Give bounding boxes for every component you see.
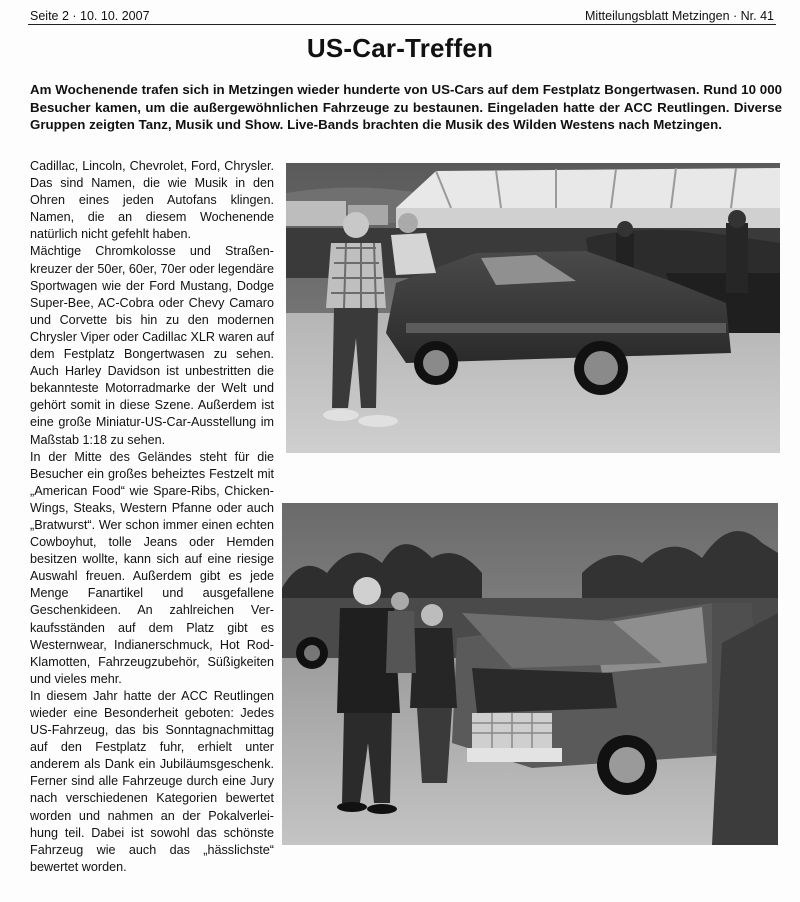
page-date: Seite 2 · 10. 10. 2007 (30, 9, 150, 23)
article-body (30, 158, 274, 876)
photo-mustang-tent (286, 163, 780, 453)
body-paragraph: In der Mitte des Geländes steht für die Besucher ein großes beheiztes Festzelt mit „American Food“ wie Spare-Ribs, Chicken-Wings, Steaks, Western Pfanne oder auch „Bratwurst“. Wer schon immer einen echten Cowboyhut, tolle Jeans oder Hemden besitzen wollte, kann sich auf eine riesige Auswahl freuen. Außerdem gibt es jede Menge Fanartikel und ausgefallene Geschenkideen. An zahlreichen Verkaufsständen auf dem Platz gibt es Westernwear, Indianerschmuck, Hot Rod-Klamotten, Fahrzeugzubehör, Süßigkeiten und vieles mehr. (30, 449, 274, 686)
body-paragraph: Mächtige Chromkolosse und Straßenkreuzer der 50er, 60er, 70er oder legendäre Sportwagen wie der Ford Mustang, Dodge Super-Bee, AC-Cobra oder Chevy Camaro und Corvette bis hin zu den modernen Chrysler Viper oder Cadillac XLR waren auf dem Festplatz Bongertwasen zu sehen. Auch Harley Davidson ist unbestritten die bekannteste Motorradmarke der Welt und gehört somit in diese Szene. Außerdem ist eine große Miniatur-US-Car-Ausstellung im Maßstab 1:18 zu sehen. (30, 244, 274, 447)
photo-pickup-visitors (282, 503, 778, 845)
publication-name: Mitteilungsblatt Metzingen · Nr. 41 (585, 9, 774, 23)
body-paragraph: In diesem Jahr hatte der ACC Reutlingen wieder eine Besonderheit geboten: Jedes US-Fahrzeug, das bis Sonntagnachmittag auf den Festplatz fuhr, erhielt unter anderem als Dank ein Jubiläumsgeschenk. Ferner sind alle Fahrzeuge durch eine Jury nach verschiedenen Kategorien bewertet worden und nahmen an der Pokalverleihung teil. Dabei ist sowohl das schönste Fahrzeug wie auch das „hässlichste“ bewertet worden. (30, 688, 274, 874)
article-title: US-Car-Treffen (306, 33, 494, 63)
body-paragraph: Cadillac, Lincoln, Chevrolet, Ford, Chrysler. Das sind Namen, die wie Musik in den Ohren eines jeden Autofans klingen. Namen, die an diesem Wochenende natürlich nicht gefehlt haben. (30, 159, 274, 242)
header-rule (28, 24, 776, 25)
page-header (30, 5, 774, 23)
article-lead: Am Wochenende trafen sich in Metzingen wieder hunderte von US-Cars auf dem Festplatz Bongertwasen. Rund 10 000 Besucher kamen, um die außergewöhnlichen Fahrzeuge zu bestaunen. Eingeladen hatte der ACC Reutlingen. Diverse Gruppen zeigten Tanz, Musik und Show. Live-Bands brachten die Musik des Wilden Westens nach Metzingen. (30, 82, 782, 132)
